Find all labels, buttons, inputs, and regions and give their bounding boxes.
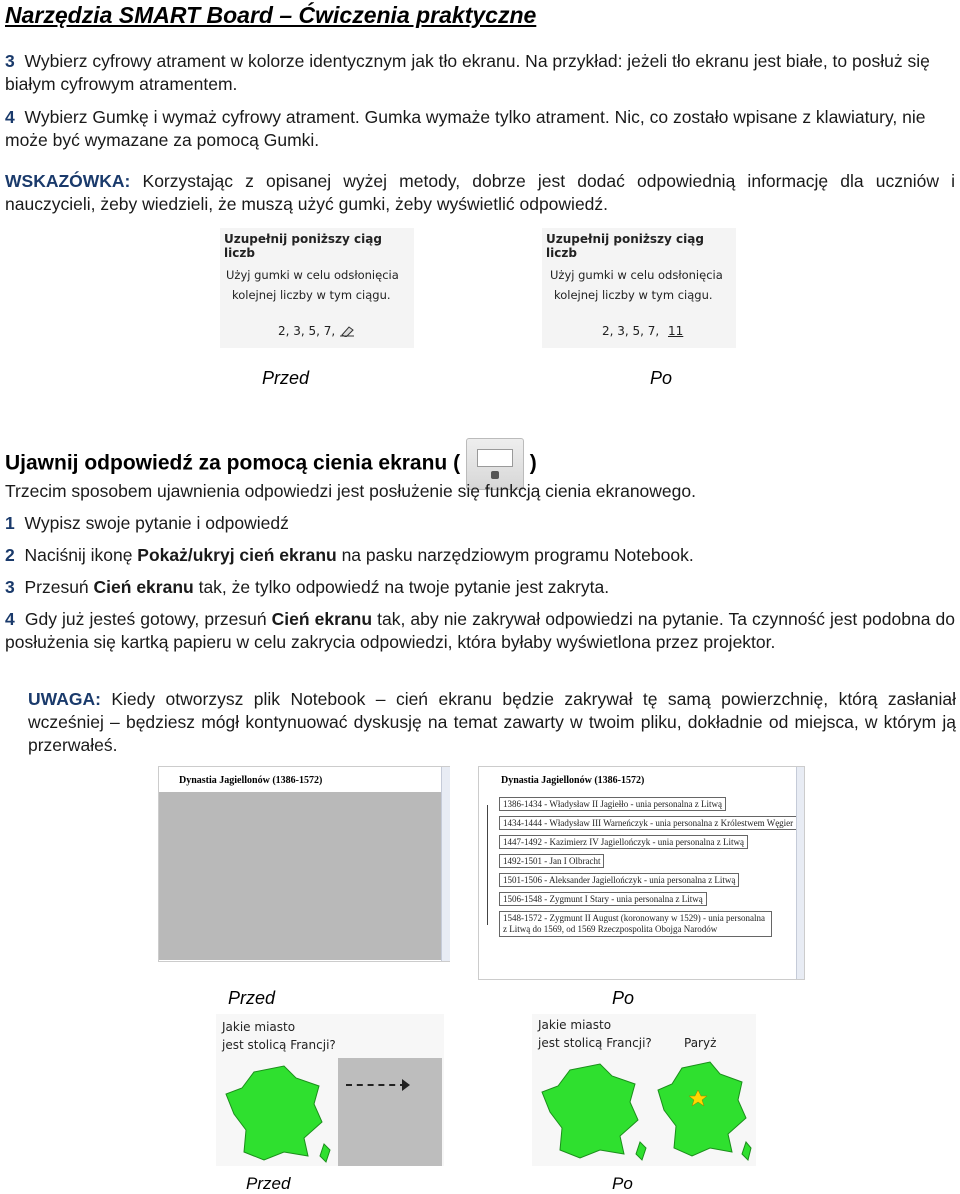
france-map-icon [656,1060,752,1164]
revealed-answer: 11 [668,324,684,338]
note-text: Kiedy otworzysz plik Notebook – cień ekranu będzie zakrywał tę samą powierzchnię, którą zasłaniał wcześniej – będziesz mógł kontynuować dyskusję na temat zawarty w twoim pliku, dokładnie od miejsca, w którym ją przerwałeś. [28,689,956,755]
step-3-paragraph [5,50,955,96]
screen-shade [159,792,441,960]
step-text: Wybierz Gumkę i wymaż cyfrowy atrament. Gumka wymaże tylko atrament. Nic, co zostało wpisane z klawiatury, nie może być wymazane za pomocą Gumki. [5,107,926,150]
step-text-bold: Cień ekranu [93,577,194,597]
timeline-row: 1386-1434 - Władysław II Jagiełło - unia personalna z Litwą [499,797,726,811]
step-number: 3 [5,577,15,597]
step-1-paragraph [5,512,955,535]
timeline-row: 1492-1501 - Jan I Olbracht [499,854,604,868]
number-sequence: 2, 3, 5, 7, [278,324,336,338]
screen-shade [338,1058,442,1166]
step-number: 3 [5,51,15,71]
caption-before: Przed [246,1174,291,1193]
step-text-bold: Pokaż/ukryj cień ekranu [137,545,337,565]
question-line: jest stolicą Francji? [222,1038,336,1052]
heading-text: Ujawnij odpowiedź za pomocą cienia ekranu ( [5,451,461,475]
scrollbar[interactable] [441,767,450,961]
question-line: Jakie miasto [538,1018,612,1032]
step-number: 2 [5,545,15,565]
step-text: tak, aby nie zakrywał odpowiedzi na pytanie. Ta czynność jest podobna do posłużenia się kartką papieru w celu zakrycia odpowiedzi, która byłaby wyświetlona przez projektor. [5,609,955,652]
step-text-bold: Cień ekranu [271,609,373,629]
timeline-axis [487,805,488,925]
tip-paragraph [5,170,955,216]
timeline-row: 1506-1548 - Zygmunt I Stary - unia personalna z Litwą [499,892,707,906]
step-2-paragraph [5,544,955,567]
step-text: Gdy już jesteś gotowy, przesuń [24,609,272,629]
question-line: Jakie miasto [222,1020,296,1034]
caption-after: Po [612,1174,633,1193]
before-image-map [216,1014,444,1166]
before-image-timeline [158,766,450,962]
caption-before: Przed [228,988,276,1008]
image-line: Użyj gumki w celu odsłonięcia [550,268,723,282]
timeline-row: 1434-1444 - Władysław III Warneńczyk - unia personalna z Królestwem Węgier [499,816,797,830]
caption-before: Przed [262,368,310,388]
step-number: 4 [5,609,15,629]
step-3-paragraph [5,576,955,599]
image-heading: Uzupełnij poniższy ciąg liczb [224,232,382,260]
step-text: na pasku narzędziowym programu Notebook. [336,545,694,565]
caption-after: Po [612,988,635,1008]
after-image-eraser [542,228,736,348]
drag-arrow-line [346,1084,406,1086]
note-paragraph [28,688,956,757]
step-text: Naciśnij ikonę [24,545,138,565]
step-number: 4 [5,107,15,127]
answer-text: Paryż [684,1036,717,1050]
image-line: kolejnej liczby w tym ciągu. [554,288,713,302]
france-map-icon [540,1062,650,1162]
image-line: Użyj gumki w celu odsłonięcia [226,268,399,282]
number-sequence: 2, 3, 5, 7, [602,324,660,338]
page-title: Narzędzia SMART Board – Ćwiczenia praktyczne [5,2,537,28]
france-map-icon [224,1064,334,1164]
question-line: jest stolicą Francji? [538,1036,652,1050]
timeline-row: 1548-1572 - Zygmunt II August (koronowany w 1529) - unia personalna z Litwą do 1569, od 1569 Rzeczpospolita Obojga Narodów [499,911,772,937]
caption-after: Po [650,368,673,388]
arrow-right-icon [402,1079,410,1091]
step-text: Wypisz swoje pytanie i odpowiedź [24,513,289,533]
step-number: 1 [5,513,15,533]
timeline-row: 1447-1492 - Kazimierz IV Jagiellończyk - unia personalna z Litwą [499,835,748,849]
image-line: kolejnej liczby w tym ciągu. [232,288,391,302]
tip-label: WSKAZÓWKA: [5,171,131,191]
timeline-row: 1501-1506 - Aleksander Jagiellończyk - unia personalna z Litwą [499,873,739,887]
step-4-paragraph [5,608,955,654]
step-text: tak, że tylko odpowiedź na twoje pytanie jest zakryta. [193,577,610,597]
after-image-timeline [478,766,805,980]
heading-close: ) [529,451,537,475]
tip-text: Korzystając z opisanej wyżej metody, dobrze jest dodać odpowiednią informację dla uczniów i nauczycieli, żeby wiedzieli, że muszą użyć gumki, żeby wyświetlić odpowiedź. [5,171,955,214]
step-text: Wybierz cyfrowy atrament w kolorze identycznym jak tło ekranu. Na przykład: jeżeli tło ekranu jest białe, to posłuż się białym cyfrowym atramentem. [5,51,930,94]
after-image-map [532,1014,756,1166]
timeline-title: Dynastia Jagiellonów (1386-1572) [501,775,645,786]
eraser-icon [340,324,354,336]
step-4-paragraph [5,106,955,152]
timeline-title: Dynastia Jagiellonów (1386-1572) [179,775,323,786]
before-image-eraser [220,228,414,348]
intro-paragraph: Trzecim sposobem ujawnienia odpowiedzi jest posłużenie się funkcją cienia ekranowego. [5,481,696,501]
note-label: UWAGA: [28,689,101,709]
scrollbar[interactable] [796,767,804,979]
step-text: Przesuń [24,577,94,597]
image-heading: Uzupełnij poniższy ciąg liczb [546,232,704,260]
